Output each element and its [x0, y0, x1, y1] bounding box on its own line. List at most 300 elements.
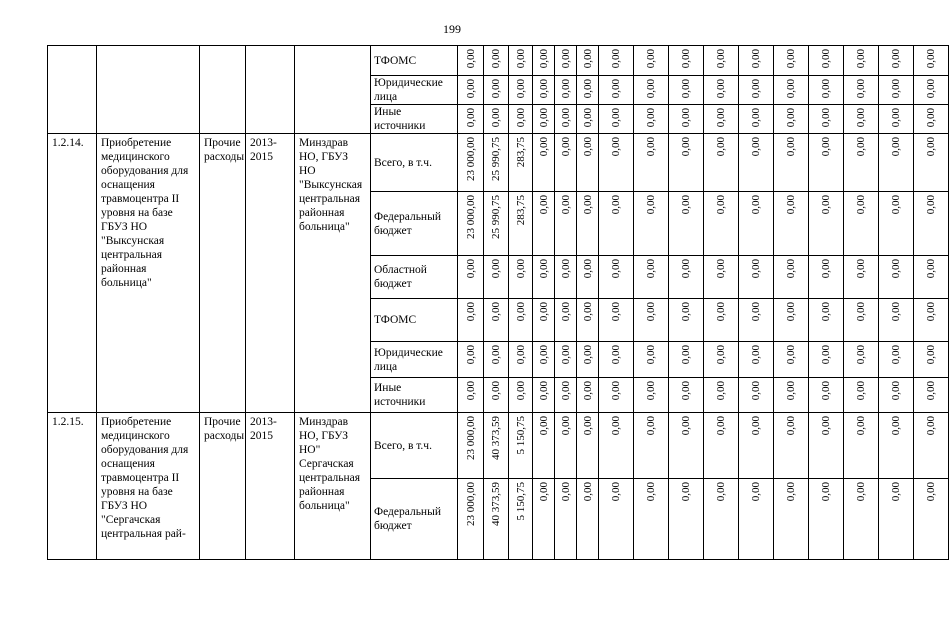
funding-source-cell: Всего, в т.ч. — [371, 413, 458, 479]
value-text: 0,00 — [559, 259, 572, 279]
value-text: 0,00 — [514, 108, 527, 128]
value-text: 0,00 — [537, 381, 550, 401]
value-text: 0,00 — [645, 259, 657, 279]
value-cell — [774, 134, 809, 192]
value-text: 5 150,75 — [514, 416, 527, 455]
value-cell — [509, 256, 533, 299]
value-cell — [774, 342, 809, 378]
value-text: 0,00 — [750, 49, 762, 69]
value-cell — [577, 105, 599, 134]
value-cell — [704, 342, 739, 378]
value-cell — [809, 46, 844, 76]
value-cell — [704, 378, 739, 413]
value-cell — [739, 342, 774, 378]
value-cell — [509, 342, 533, 378]
value-cell — [599, 378, 634, 413]
value-cell — [555, 256, 577, 299]
value-cell — [809, 105, 844, 134]
value-text: 0,00 — [581, 416, 594, 436]
value-cell — [669, 378, 704, 413]
value-cell — [577, 46, 599, 76]
value-text: 0,00 — [581, 108, 594, 128]
executor-cell: Минздрав НО, ГБУЗ НО "Выксунская центральная районная больница" — [295, 134, 371, 413]
value-cell — [599, 342, 634, 378]
value-cell — [555, 378, 577, 413]
value-cell — [458, 134, 484, 192]
item-number-cell: 1.2.15. — [48, 413, 97, 560]
value-text: 0,00 — [490, 79, 502, 99]
value-cell — [704, 46, 739, 76]
value-cell — [484, 378, 509, 413]
value-text: 0,00 — [785, 108, 797, 128]
value-text: 0,00 — [559, 108, 572, 128]
value-text: 0,00 — [514, 302, 527, 322]
value-text: 0,00 — [750, 345, 762, 365]
expense-type-cell: Прочие расходы — [200, 413, 246, 560]
value-cell — [809, 76, 844, 105]
value-cell — [704, 105, 739, 134]
value-text: 0,00 — [715, 79, 727, 99]
value-cell — [669, 192, 704, 256]
value-cell — [914, 299, 949, 342]
value-cell — [879, 105, 914, 134]
value-text: 0,00 — [820, 108, 832, 128]
funding-source-cell: ТФОМС — [371, 299, 458, 342]
value-text: 0,00 — [890, 416, 902, 436]
value-cell — [484, 299, 509, 342]
value-cell — [509, 413, 533, 479]
value-text: 0,00 — [645, 302, 657, 322]
value-text: 0,00 — [645, 137, 657, 157]
value-cell — [739, 413, 774, 479]
value-cell — [739, 46, 774, 76]
value-text: 0,00 — [715, 302, 727, 322]
value-text: 0,00 — [464, 79, 477, 99]
value-text: 0,00 — [855, 79, 867, 99]
value-text: 0,00 — [680, 345, 692, 365]
value-text: 0,00 — [680, 79, 692, 99]
value-cell — [533, 76, 555, 105]
value-cell — [774, 105, 809, 134]
value-text: 0,00 — [559, 195, 572, 215]
value-text: 0,00 — [855, 416, 867, 436]
value-text: 0,00 — [645, 108, 657, 128]
value-text: 0,00 — [715, 345, 727, 365]
value-cell — [599, 105, 634, 134]
value-cell — [739, 378, 774, 413]
value-text: 0,00 — [581, 345, 594, 365]
value-cell — [555, 134, 577, 192]
funding-source-cell: ТФОМС — [371, 46, 458, 76]
value-cell — [879, 76, 914, 105]
value-text: 0,00 — [645, 416, 657, 436]
value-text: 0,00 — [715, 49, 727, 69]
value-cell — [739, 105, 774, 134]
value-text: 0,00 — [680, 416, 692, 436]
value-cell — [577, 479, 599, 560]
table-row — [48, 413, 949, 479]
value-text: 0,00 — [785, 302, 797, 322]
value-text: 0,00 — [890, 108, 902, 128]
executor-cell: Минздрав НО, ГБУЗ НО" Сергачская центральная районная больница" — [295, 413, 371, 560]
value-cell — [533, 378, 555, 413]
value-text: 0,00 — [925, 302, 937, 322]
value-text: 0,00 — [581, 79, 594, 99]
value-cell — [577, 134, 599, 192]
value-text: 0,00 — [490, 302, 502, 322]
value-cell — [914, 46, 949, 76]
value-text: 0,00 — [645, 381, 657, 401]
value-cell — [739, 479, 774, 560]
value-cell — [704, 479, 739, 560]
value-text: 0,00 — [645, 195, 657, 215]
funding-source-cell: Всего, в т.ч. — [371, 134, 458, 192]
value-cell — [634, 134, 669, 192]
value-text: 0,00 — [750, 137, 762, 157]
value-cell — [599, 479, 634, 560]
value-text: 0,00 — [680, 137, 692, 157]
value-cell — [555, 105, 577, 134]
value-text: 0,00 — [490, 345, 502, 365]
item-number-cell: 1.2.14. — [48, 134, 97, 413]
value-text: 0,00 — [581, 302, 594, 322]
value-cell — [669, 256, 704, 299]
value-text: 0,00 — [537, 302, 550, 322]
value-text: 0,00 — [559, 79, 572, 99]
value-text: 0,00 — [514, 345, 527, 365]
funding-source-cell: Юридические лица — [371, 342, 458, 378]
value-cell — [669, 342, 704, 378]
value-cell — [555, 299, 577, 342]
value-text: 0,00 — [514, 381, 527, 401]
value-cell — [914, 76, 949, 105]
value-text: 0,00 — [715, 482, 727, 502]
value-cell — [669, 413, 704, 479]
executor-cell — [295, 46, 371, 134]
value-cell — [555, 479, 577, 560]
value-cell — [509, 105, 533, 134]
value-text: 0,00 — [610, 345, 622, 365]
value-text: 0,00 — [750, 381, 762, 401]
value-text: 0,00 — [925, 108, 937, 128]
value-cell — [879, 378, 914, 413]
value-text: 0,00 — [537, 79, 550, 99]
value-text: 0,00 — [581, 482, 594, 502]
value-cell — [533, 105, 555, 134]
value-cell — [533, 256, 555, 299]
value-cell — [669, 479, 704, 560]
expense-type-cell — [200, 46, 246, 134]
value-text: 0,00 — [490, 259, 502, 279]
value-cell — [577, 299, 599, 342]
value-cell — [634, 342, 669, 378]
value-text: 0,00 — [820, 345, 832, 365]
value-cell — [634, 479, 669, 560]
value-cell — [914, 134, 949, 192]
value-cell — [458, 378, 484, 413]
value-cell — [484, 256, 509, 299]
value-text: 23 000,00 — [464, 195, 477, 239]
value-text: 0,00 — [537, 49, 550, 69]
value-cell — [739, 256, 774, 299]
value-cell — [669, 134, 704, 192]
value-cell — [879, 46, 914, 76]
value-cell — [669, 76, 704, 105]
value-text: 0,00 — [925, 79, 937, 99]
value-text: 5 150,75 — [514, 482, 527, 521]
value-text: 0,00 — [855, 482, 867, 502]
value-text: 0,00 — [514, 49, 527, 69]
value-cell — [774, 46, 809, 76]
value-cell — [774, 192, 809, 256]
value-text: 0,00 — [715, 195, 727, 215]
value-text: 0,00 — [610, 416, 622, 436]
value-cell — [914, 105, 949, 134]
value-cell — [739, 134, 774, 192]
value-text: 0,00 — [750, 482, 762, 502]
value-text: 0,00 — [820, 79, 832, 99]
value-text: 0,00 — [820, 49, 832, 69]
value-cell — [914, 256, 949, 299]
value-text: 0,00 — [750, 259, 762, 279]
value-text: 0,00 — [559, 381, 572, 401]
expense-type-cell: Прочие расходы — [200, 134, 246, 413]
value-cell — [458, 46, 484, 76]
value-cell — [555, 342, 577, 378]
value-text: 0,00 — [537, 482, 550, 502]
value-text: 0,00 — [680, 381, 692, 401]
value-text: 23 000,00 — [464, 137, 477, 181]
value-text: 0,00 — [855, 195, 867, 215]
value-text: 0,00 — [581, 137, 594, 157]
value-cell — [509, 192, 533, 256]
value-text: 0,00 — [855, 302, 867, 322]
value-cell — [809, 134, 844, 192]
value-text: 0,00 — [820, 482, 832, 502]
value-cell — [509, 76, 533, 105]
value-text: 25 990,75 — [490, 137, 502, 181]
value-text: 0,00 — [785, 49, 797, 69]
value-text: 0,00 — [785, 345, 797, 365]
value-cell — [484, 76, 509, 105]
value-cell — [914, 378, 949, 413]
value-text: 0,00 — [537, 345, 550, 365]
value-cell — [879, 134, 914, 192]
value-text: 0,00 — [925, 416, 937, 436]
value-cell — [533, 299, 555, 342]
value-cell — [844, 479, 879, 560]
value-cell — [739, 192, 774, 256]
value-cell — [809, 192, 844, 256]
value-text: 0,00 — [715, 137, 727, 157]
value-cell — [774, 479, 809, 560]
item-name-cell: Приобретение медицинского оборудования для оснащения травмоцентра II уровня на базе ГБУЗ НО "Сергачская центральная рай- — [97, 413, 200, 560]
value-text: 0,00 — [610, 259, 622, 279]
value-text: 0,00 — [855, 259, 867, 279]
value-text: 0,00 — [785, 416, 797, 436]
value-text: 0,00 — [537, 259, 550, 279]
value-text: 0,00 — [464, 345, 477, 365]
value-cell — [599, 76, 634, 105]
funding-source-cell: Иные источники — [371, 378, 458, 413]
value-text: 23 000,00 — [464, 416, 477, 460]
value-text: 0,00 — [925, 195, 937, 215]
value-cell — [599, 413, 634, 479]
value-text: 0,00 — [581, 195, 594, 215]
value-cell — [844, 256, 879, 299]
value-text: 0,00 — [581, 259, 594, 279]
value-text: 0,00 — [820, 302, 832, 322]
value-text: 0,00 — [890, 345, 902, 365]
value-text: 0,00 — [680, 108, 692, 128]
value-cell — [458, 105, 484, 134]
value-text: 0,00 — [680, 195, 692, 215]
value-text: 0,00 — [785, 381, 797, 401]
value-cell — [533, 134, 555, 192]
value-text: 0,00 — [464, 302, 477, 322]
value-text: 0,00 — [610, 195, 622, 215]
value-text: 40 373,59 — [490, 416, 502, 460]
value-text: 40 373,59 — [490, 482, 502, 526]
value-text: 0,00 — [610, 482, 622, 502]
value-text: 0,00 — [581, 381, 594, 401]
budget-table — [47, 45, 949, 560]
value-text: 0,00 — [464, 259, 477, 279]
value-text: 0,00 — [925, 259, 937, 279]
value-cell — [844, 192, 879, 256]
value-text: 0,00 — [490, 381, 502, 401]
value-cell — [879, 479, 914, 560]
value-cell — [774, 299, 809, 342]
value-text: 0,00 — [645, 49, 657, 69]
value-text: 0,00 — [785, 137, 797, 157]
value-text: 0,00 — [715, 381, 727, 401]
value-text: 0,00 — [610, 381, 622, 401]
value-text: 0,00 — [537, 195, 550, 215]
value-text: 0,00 — [890, 137, 902, 157]
value-cell — [555, 413, 577, 479]
value-text: 0,00 — [559, 416, 572, 436]
value-cell — [914, 413, 949, 479]
value-text: 0,00 — [559, 137, 572, 157]
value-cell — [458, 192, 484, 256]
value-cell — [509, 134, 533, 192]
value-cell — [484, 134, 509, 192]
value-text: 0,00 — [464, 108, 477, 128]
value-cell — [774, 378, 809, 413]
value-cell — [704, 413, 739, 479]
value-text: 0,00 — [610, 302, 622, 322]
value-cell — [458, 299, 484, 342]
value-text: 0,00 — [490, 49, 502, 69]
value-cell — [809, 299, 844, 342]
value-text: 0,00 — [820, 137, 832, 157]
value-cell — [458, 479, 484, 560]
value-cell — [809, 342, 844, 378]
value-cell — [458, 413, 484, 479]
value-text: 0,00 — [855, 345, 867, 365]
value-text: 0,00 — [925, 137, 937, 157]
value-text: 0,00 — [715, 259, 727, 279]
value-cell — [809, 378, 844, 413]
value-cell — [879, 342, 914, 378]
value-text: 0,00 — [645, 345, 657, 365]
value-text: 0,00 — [645, 482, 657, 502]
value-cell — [458, 342, 484, 378]
value-cell — [914, 479, 949, 560]
value-text: 0,00 — [680, 482, 692, 502]
value-text: 0,00 — [820, 381, 832, 401]
value-text: 0,00 — [855, 108, 867, 128]
value-cell — [704, 134, 739, 192]
value-cell — [914, 342, 949, 378]
value-text: 0,00 — [514, 259, 527, 279]
value-cell — [844, 76, 879, 105]
value-cell — [634, 378, 669, 413]
value-cell — [879, 299, 914, 342]
value-cell — [739, 76, 774, 105]
value-text: 0,00 — [890, 49, 902, 69]
value-cell — [533, 342, 555, 378]
value-text: 0,00 — [925, 49, 937, 69]
value-text: 0,00 — [581, 49, 594, 69]
value-text: 0,00 — [645, 79, 657, 99]
value-cell — [533, 192, 555, 256]
value-cell — [809, 479, 844, 560]
value-cell — [577, 192, 599, 256]
value-cell — [774, 413, 809, 479]
value-cell — [844, 105, 879, 134]
value-cell — [577, 378, 599, 413]
value-cell — [809, 413, 844, 479]
value-cell — [634, 192, 669, 256]
value-cell — [484, 46, 509, 76]
value-text: 0,00 — [855, 137, 867, 157]
value-cell — [599, 256, 634, 299]
value-cell — [634, 413, 669, 479]
value-cell — [484, 105, 509, 134]
value-cell — [634, 299, 669, 342]
value-text: 0,00 — [820, 195, 832, 215]
value-text: 0,00 — [890, 195, 902, 215]
value-text: 0,00 — [750, 195, 762, 215]
funding-source-cell: Иные источники — [371, 105, 458, 134]
value-text: 0,00 — [464, 49, 477, 69]
table-row — [48, 46, 949, 76]
value-cell — [533, 413, 555, 479]
value-cell — [599, 192, 634, 256]
value-text: 0,00 — [559, 482, 572, 502]
value-cell — [533, 479, 555, 560]
value-cell — [704, 192, 739, 256]
value-cell — [844, 299, 879, 342]
value-cell — [634, 46, 669, 76]
value-text: 0,00 — [610, 49, 622, 69]
value-text: 0,00 — [855, 381, 867, 401]
value-cell — [809, 256, 844, 299]
funding-source-cell: Областной бюджет — [371, 256, 458, 299]
value-text: 0,00 — [890, 482, 902, 502]
value-cell — [879, 413, 914, 479]
value-text: 0,00 — [750, 79, 762, 99]
value-text: 23 000,00 — [464, 482, 477, 526]
value-text: 0,00 — [464, 381, 477, 401]
value-cell — [844, 378, 879, 413]
value-text: 0,00 — [559, 302, 572, 322]
value-cell — [458, 256, 484, 299]
value-text: 0,00 — [925, 482, 937, 502]
value-text: 283,75 — [514, 195, 527, 226]
